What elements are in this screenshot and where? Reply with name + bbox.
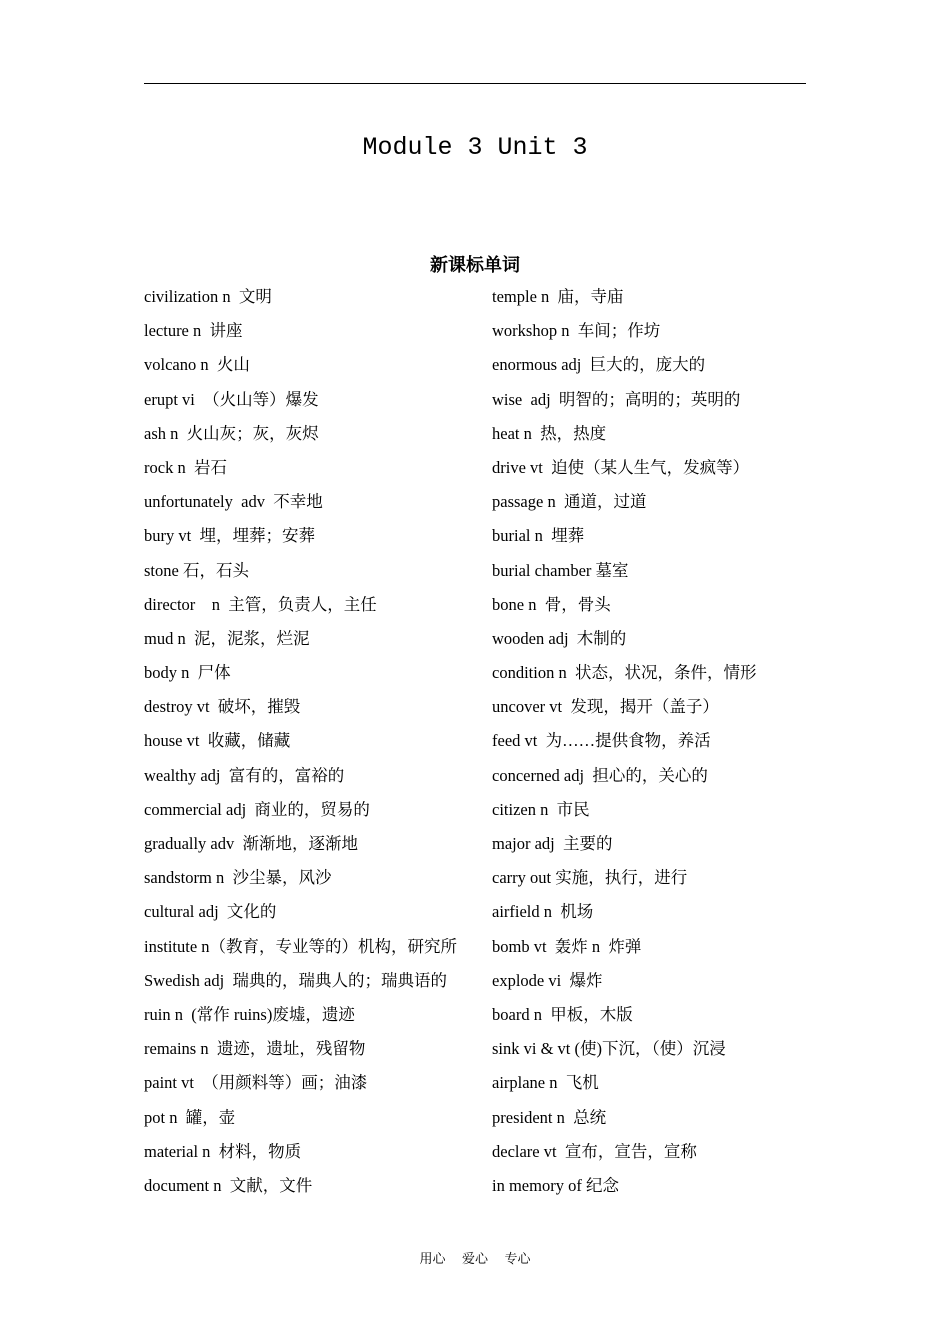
vocab-entry: carry out 实施，执行，进行 [492, 868, 688, 888]
vocab-entry: major adj 主要的 [492, 834, 613, 853]
vocab-entry: mud n 泥，泥浆，烂泥 [144, 628, 310, 648]
vocab-entry: wise adj 明智的；高明的；英明的 [492, 389, 741, 409]
vocab-entry: enormous adj 巨大的，庞大的 [492, 355, 706, 375]
vocab-entry: Swedish adj 瑞典的，瑞典人的；瑞典语的 [144, 970, 447, 990]
vocab-entry: board n 甲板，木版 [492, 1004, 633, 1024]
header-rule [144, 83, 806, 84]
vocab-entry: remains n 遗迹，遗址，残留物 [144, 1039, 366, 1059]
page-title: Module 3 Unit 3 [362, 133, 588, 162]
vocab-entry: paint vt （用颜料等）画；油漆 [144, 1073, 368, 1093]
vocab-column-left [144, 286, 484, 1209]
vocab-entry: burial chamber 墓室 [492, 560, 629, 580]
vocab-entry: institute n（教育，专业等的）机构，研究所 [144, 936, 458, 956]
vocab-entry: lecture n 讲座 [144, 321, 243, 341]
vocab-entry: burial n 埋葬 [492, 526, 585, 546]
vocab-entry: wooden adj 木制的 [492, 628, 627, 648]
vocab-entry: temple n 庙，寺庙 [492, 287, 624, 306]
vocab-entry: ruin n (常作 ruins)废墟，遗迹 [144, 1004, 355, 1024]
vocab-entry: wealthy adj 富有的，富裕的 [144, 765, 345, 785]
vocab-entry: concerned adj 担心的，关心的 [492, 765, 708, 785]
vocab-entry: passage n 通道，过道 [492, 492, 647, 512]
vocab-entry: material n 材料，物质 [144, 1141, 302, 1161]
vocab-entry: bomb vt 轰炸 n 炸弹 [492, 936, 642, 956]
vocab-entry: erupt vi （火山等）爆发 [144, 389, 319, 409]
vocab-entry: airplane n 飞机 [492, 1073, 599, 1093]
vocab-entry: rock n 岩石 [144, 457, 227, 477]
vocab-entry: uncover vt 发现，揭开（盖子） [492, 697, 719, 717]
vocab-entry: in memory of 纪念 [492, 1175, 619, 1195]
vocab-entry: gradually adv 渐渐地，逐渐地 [144, 834, 359, 853]
vocab-column-right [492, 286, 812, 1209]
vocab-entry: cultural adj 文化的 [144, 902, 277, 922]
vocab-entry: director n 主管，负责人，主任 [144, 594, 377, 614]
vocab-entry: bury vt 埋，埋葬；安葬 [144, 526, 315, 546]
vocab-entry: workshop n 车间；作坊 [492, 321, 661, 341]
vocab-entry: house vt 收藏，储藏 [144, 731, 291, 751]
vocab-entry: feed vt 为……提供食物，养活 [492, 731, 711, 751]
section-heading: 新课标单词 [430, 255, 520, 276]
vocab-entry: heat n 热，热度 [492, 423, 607, 443]
vocab-entry: document n 文献，文件 [144, 1175, 313, 1195]
vocab-entry: volcano n 火山 [144, 355, 250, 375]
vocab-entry: citizen n 市民 [492, 799, 590, 819]
vocab-entry: declare vt 宣布，宣告，宣称 [492, 1141, 697, 1161]
vocab-entry: bone n 骨，骨头 [492, 594, 611, 614]
vocab-entry: drive vt 迫使（某人生气，发疯等） [492, 457, 750, 477]
page-footer: 用心 爱心 专心 [419, 1252, 531, 1267]
vocab-entry: ash n 火山灰；灰，灰烬 [144, 423, 319, 443]
vocab-entry: airfield n 机场 [492, 902, 594, 922]
vocab-entry: president n 总统 [492, 1107, 607, 1127]
vocab-entry: civilization n 文明 [144, 287, 272, 306]
vocab-entry: explode vi 爆炸 [492, 970, 603, 990]
vocab-entry: unfortunately adv 不幸地 [144, 492, 323, 512]
vocab-entry: pot n 罐，壶 [144, 1107, 236, 1127]
vocab-entry: sandstorm n 沙尘暴，风沙 [144, 868, 332, 888]
vocab-entry: sink vi & vt (使)下沉，（使）沉浸 [492, 1039, 726, 1059]
vocab-entry: commercial adj 商业的，贸易的 [144, 799, 370, 819]
vocab-entry: destroy vt 破坏，摧毁 [144, 697, 301, 717]
vocab-entry: condition n 状态，状况，条件，情形 [492, 663, 757, 683]
vocab-entry: body n 尸体 [144, 663, 231, 683]
vocab-entry: stone 石，石头 [144, 560, 249, 580]
